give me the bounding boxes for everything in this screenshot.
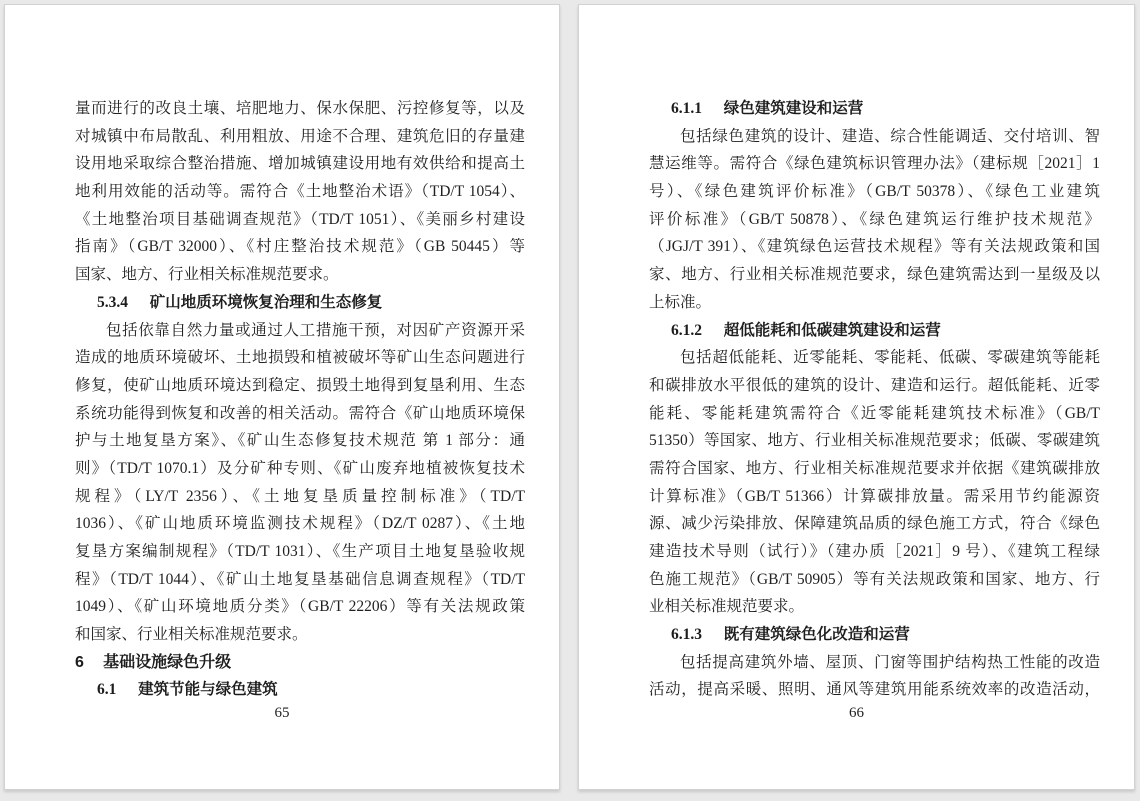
text-line: 1049）、《矿山环境地质分类》（GB/T 22206）等有关法规政策 <box>75 598 525 616</box>
text-line: 修复，使矿山地质环境达到稳定、损毁土地得到复垦利用、生态 <box>75 376 525 394</box>
text-line: 《土地整治项目基础调查规范》（TD/T 1051）、《美丽乡村建设 <box>75 210 525 228</box>
text-line: 慧运维等。需符合《绿色建筑标识管理办法》（建标规［2021］1 <box>649 155 1100 173</box>
heading-title: 绿色建筑建设和运营 <box>723 100 864 117</box>
heading-title: 既有建筑绿色化改造和运营 <box>723 626 910 644</box>
paragraph <box>75 317 525 649</box>
text-line: 评价标准》（GB/T 50878）、《绿色建筑运行维护技术规范》 <box>649 210 1100 228</box>
text-line: 护与土地复垦方案》、《矿山生态修复技术规范 第 1 部分：通 <box>75 432 525 450</box>
text-line: 规程》（LY/T 2356）、《土地复垦质量控制标准》（TD/T <box>75 487 525 505</box>
text-line: 包括绿色建筑的设计、建造、综合性能调适、交付培训、智 <box>680 127 1100 145</box>
paragraph <box>649 649 1100 704</box>
page-content <box>5 5 559 704</box>
heading-title: 超低能耗和低碳建筑建设和运营 <box>723 321 941 339</box>
heading-number: 6.1 <box>97 681 117 699</box>
text-line: 复垦方案编制规程》（TD/T 1031）、《生产项目土地复垦验收规 <box>75 543 525 560</box>
text-line: 需符合国家、地方、行业相关标准规范要求并依据《建筑碳排放 <box>649 459 1100 477</box>
text-line: 和碳排放水平很低的建筑的设计、建造和运行。超低能耗、近零 <box>649 376 1100 394</box>
heading-title: 矿山地质环境恢复治理和生态修复 <box>149 293 383 311</box>
page-content <box>579 5 1134 704</box>
text-line: 能耗、零能耗建筑需符合《近零能耗建筑技术标准》（GB/T <box>649 404 1100 422</box>
text-line: 设用地采取综合整治措施、增加城镇建设用地有效供给和提高土 <box>75 155 525 173</box>
heading-title: 基础设施绿色升级 <box>103 653 232 671</box>
document-page-65 <box>4 4 560 790</box>
text-line: 指南》（GB/T 32000）、《村庄整治技术规范》（GB 50445）等 <box>75 238 525 256</box>
text-line: 包括依靠自然力量或通过人工措施干预，对因矿产资源开采 <box>106 321 525 339</box>
heading-6.1.3 <box>649 621 1100 649</box>
text-line: 和国家、行业相关标准规范要求。 <box>75 626 308 644</box>
paragraph <box>75 95 525 289</box>
text-line: 51350）等国家、地方、行业相关标准规范要求；低碳、零碳建筑 <box>649 432 1100 450</box>
text-line: （JGJ/T 391）、《建筑绿色运营技术规程》等有关法规政策和国 <box>649 238 1100 256</box>
heading-6.1.1 <box>649 95 1100 123</box>
text-line: 造成的地质环境破坏、土地损毁和植被破坏等矿山生态问题进行 <box>75 349 525 367</box>
heading-6.1 <box>75 676 525 704</box>
text-line: 国家、地方、行业相关标准规范要求。 <box>75 266 339 284</box>
page-number: 66 <box>849 705 864 721</box>
text-line: 包括超低能耗、近零能耗、零能耗、低碳、零碳建筑等能耗 <box>680 349 1100 367</box>
heading-number: 6.1.2 <box>671 321 702 339</box>
text-line: 系统功能得到恢复和改善的相关活动。需符合《矿山地质环境保 <box>75 404 525 422</box>
text-line: 1036）、《矿山地质环境监测技术规程》（DZ/T 0287）、《土地 <box>75 515 525 533</box>
text-line: 活动，提高采暖、照明、通风等建筑用能系统效率的改造活动， <box>649 681 1100 699</box>
text-line: 对城镇中布局散乱、利用粗放、用途不合理、建筑危旧的存量建 <box>75 127 525 145</box>
text-line: 色施工规范》（GB/T 50905）等有关法规政策和国家、地方、行 <box>649 570 1100 588</box>
document-page-66 <box>578 4 1135 790</box>
heading-number: 6 <box>75 653 84 671</box>
heading-6.1.2 <box>649 317 1100 345</box>
paragraph <box>649 123 1100 317</box>
text-line: 建造技术导则（试行）》（建办质［2021］9 号）、《建筑工程绿 <box>649 543 1100 560</box>
text-line: 上标准。 <box>649 293 712 311</box>
text-line: 包括提高建筑外墙、屋顶、门窗等围护结构热工性能的改造 <box>680 653 1100 671</box>
heading-number: 5.3.4 <box>97 293 128 311</box>
text-line: 量而进行的改良土壤、培肥地力、保水保肥、污控修复等，以及 <box>75 100 525 117</box>
text-line: 号）、《绿色建筑评价标准》（GB/T 50378）、《绿色工业建筑 <box>649 183 1100 201</box>
text-line: 计算标准》（GB/T 51366）计算碳排放量。需采用节约能源资 <box>649 487 1100 505</box>
heading-title: 建筑节能与绿色建筑 <box>138 681 278 699</box>
text-line: 则》（TD/T 1070.1）及分矿种专则、《矿山废弃地植被恢复技术 <box>75 459 525 477</box>
text-line: 源、减少污染排放、保障建筑品质的绿色施工方式，符合《绿色 <box>649 515 1100 533</box>
text-line: 家、地方、行业相关标准规范要求，绿色建筑需达到一星级及以 <box>649 266 1100 284</box>
text-line: 程》（TD/T 1044）、《矿山土地复垦基础信息调查规程》（TD/T <box>75 570 525 588</box>
text-line: 业相关标准规范要求。 <box>649 598 805 616</box>
heading-number: 6.1.3 <box>671 626 702 644</box>
heading-5.3.4 <box>75 289 525 317</box>
heading-6 <box>75 649 525 677</box>
paragraph <box>649 344 1100 621</box>
page-number: 65 <box>274 705 290 721</box>
heading-number: 6.1.1 <box>671 100 702 117</box>
text-line: 地利用效能的活动等。需符合《土地整治术语》（TD/T 1054）、 <box>75 183 525 201</box>
